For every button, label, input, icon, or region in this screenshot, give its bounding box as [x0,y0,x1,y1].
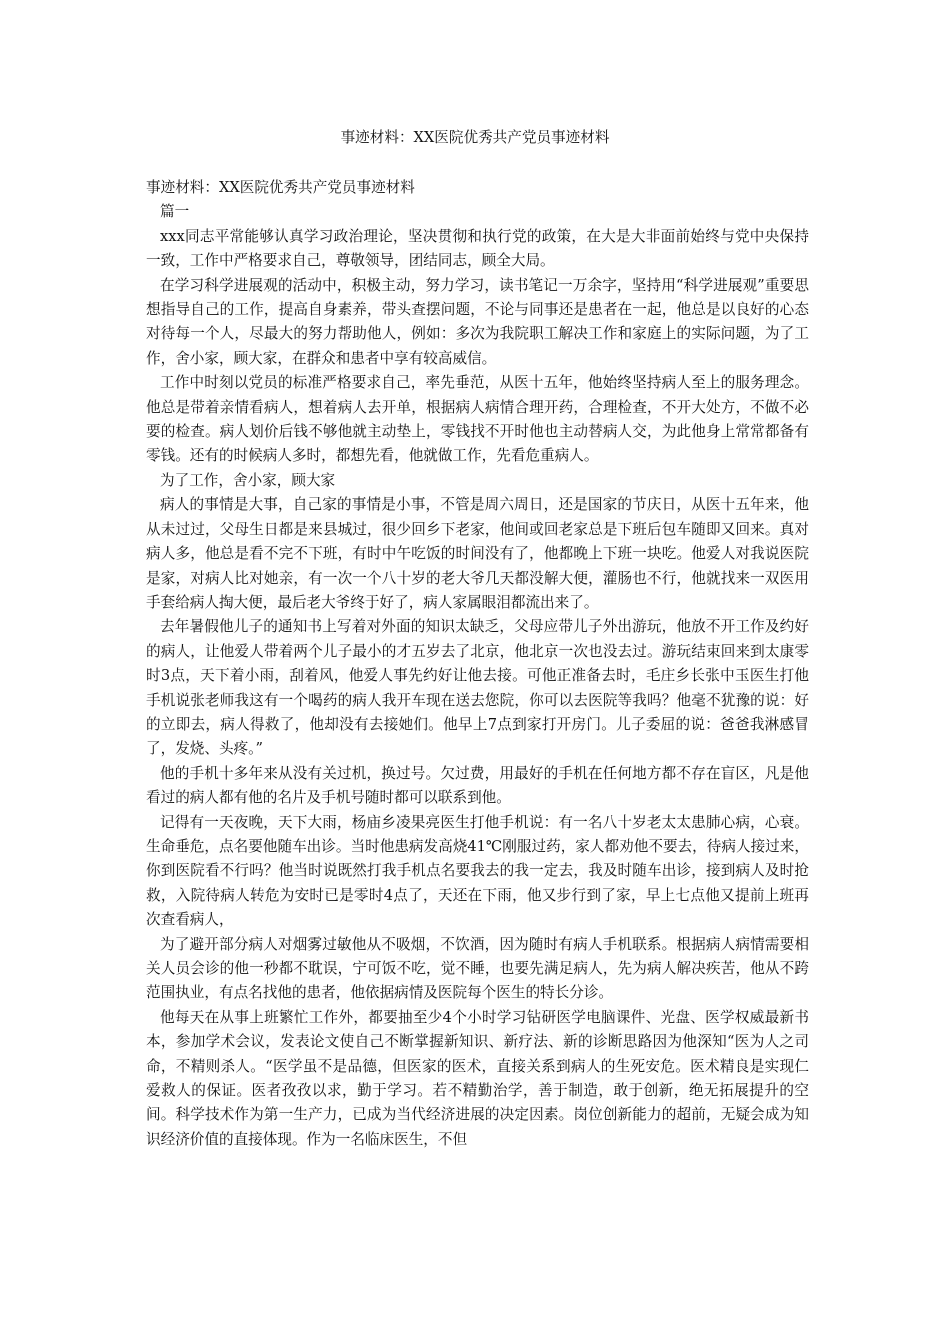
paragraph: 他每天在从事上班繁忙工作外，都要抽至少4个小时学习钻研医学电脑课件、光盘、医学权威最新书本，参加学术会议，发表论文使自己不断掌握新知识、新疗法、新的诊断思路因为他深知“医为人之司命，不精则杀人。“医学虽不是品德，但医家的医术，直接关系到病人的生死安危。医术精良是实现仁爱救人的保证。医者孜孜以求，勤于学习。若不精勤治学，善于制造，敢于创新，绝无拓展提升的空间。科学技术作为第一生产力，已成为当代经济进展的决定因素。岗位创新能力的超前，无疑会成为知识经济价值的直接体现。作为一名临床医生，不但 [146,1008,809,1148]
subheading: 为了工作，舍小家，顾大家 [160,471,336,489]
page-title: 事迹材料：XX医院优秀共产党员事迹材料 [340,129,610,146]
paragraph: 记得有一天夜晚，天下大雨，杨庙乡凌果亮医生打他手机说：有一名八十岁老太太患肺心病，心衰。生命垂危，点名要他随车出诊。当时他患病发高烧41℃刚服过药，家人都劝他不要去，待病人接过来，你到医院看不行吗？他当时说既然打我手机点名要我去的我一定去，我及时随车出诊，接到病人及时抢救，入院待病人转危为安时已是零时4点了，天还在下雨，他又步行到了家，早上七点他又提前上班再次查看病人， [146,813,809,929]
section-label: 篇一 [160,203,190,221]
document-body [146,176,809,1152]
paragraph: 他的手机十多年来从没有关过机，换过号。欠过费，用最好的手机在任何地方都不存在盲区，凡是他看过的病人都有他的名片及手机号随时都可以联系到他。 [146,764,809,807]
paragraph: 病人的事情是大事，自己家的事情是小事，不管是周六周日，还是国家的节庆日，从医十五年来，他从未过过，父母生日都是来县城过，很少回乡下老家，他间或回老家总是下班后包车随即又回来。真对病人多，他总是看不完不下班，有时中午吃饭的时间没有了，他都晚上下班一块吃。他爱人对我说医院是家，对病人比对她亲，有一次一个八十岁的老大爷几天都没解大便，灌肠也不行，他就找来一双医用手套给病人掏大便，最后老大爷终于好了，病人家属眼泪都流出来了。 [146,496,809,611]
paragraph: 为了避开部分病人对烟雾过敏他从不吸烟，不饮酒，因为随时有病人手机联系。根据病人病情需要相关人员会诊的他一秒都不耽误，宁可饭不吃，觉不睡，也要先满足病人，先为病人解决疾苦，他从不跨范围执业，有点名找他的患者，他依据病情及医院每个医生的特长分诊。 [146,935,809,1002]
paragraph: 在学习科学进展观的活动中，积极主动，努力学习，读书笔记一万余字，坚持用“科学进展观”重要思想指导自己的工作，提高自身素养，带头查摆问题，不论与同事还是患者在一起，他总是以良好的心态对待每一个人，尽最大的努力帮助他人，例如：多次为我院职工解决工作和家庭上的实际问题，为了工作，舍小家，顾大家，在群众和患者中享有较高威信。 [146,276,809,367]
paragraph: 工作中时刻以党员的标准严格要求自己，率先垂范，从医十五年，他始终坚持病人至上的服务理念。他总是带着亲情看病人，想着病人去开单，根据病人病情合理开药，合理检查，不开大处方，不做不必要的检查。病人划价后钱不够他就主动垫上，零钱找不开时他也主动替病人交，为此他身上常常都备有零钱。还有的时候病人多时，都想先看，他就做工作，先看危重病人。 [146,374,809,465]
document-heading: 事迹材料：XX医院优秀共产党员事迹材料 [146,179,415,196]
paragraph: xxx同志平常能够认真学习政治理论，坚决贯彻和执行党的政策，在大是大非面前始终与党中央保持一致，工作中严格要求自己，尊敬领导，团结同志，顾全大局。 [146,227,809,270]
paragraph: 去年暑假他儿子的通知书上写着对外面的知识太缺乏，父母应带儿子外出游玩，他放不开工作及约好的病人，让他爱人带着两个儿子最小的才五岁去了北京，他北京一次也没去过。游玩结束回来到太康零时3点，天下着小雨，刮着风，他爱人事先约好让他去接。可他正准备去时，毛庄乡长张中玉医生打他手机说张老师我这有一个喝药的病人我开车现在送去您院，你可以去医院等我吗？他毫不犹豫的说：好的立即去，病人得救了，他却没有去接她们。他早上7点到家打开房门。儿子委屈的说：爸爸我淋感冒了，发烧、头疼。” [146,618,809,758]
